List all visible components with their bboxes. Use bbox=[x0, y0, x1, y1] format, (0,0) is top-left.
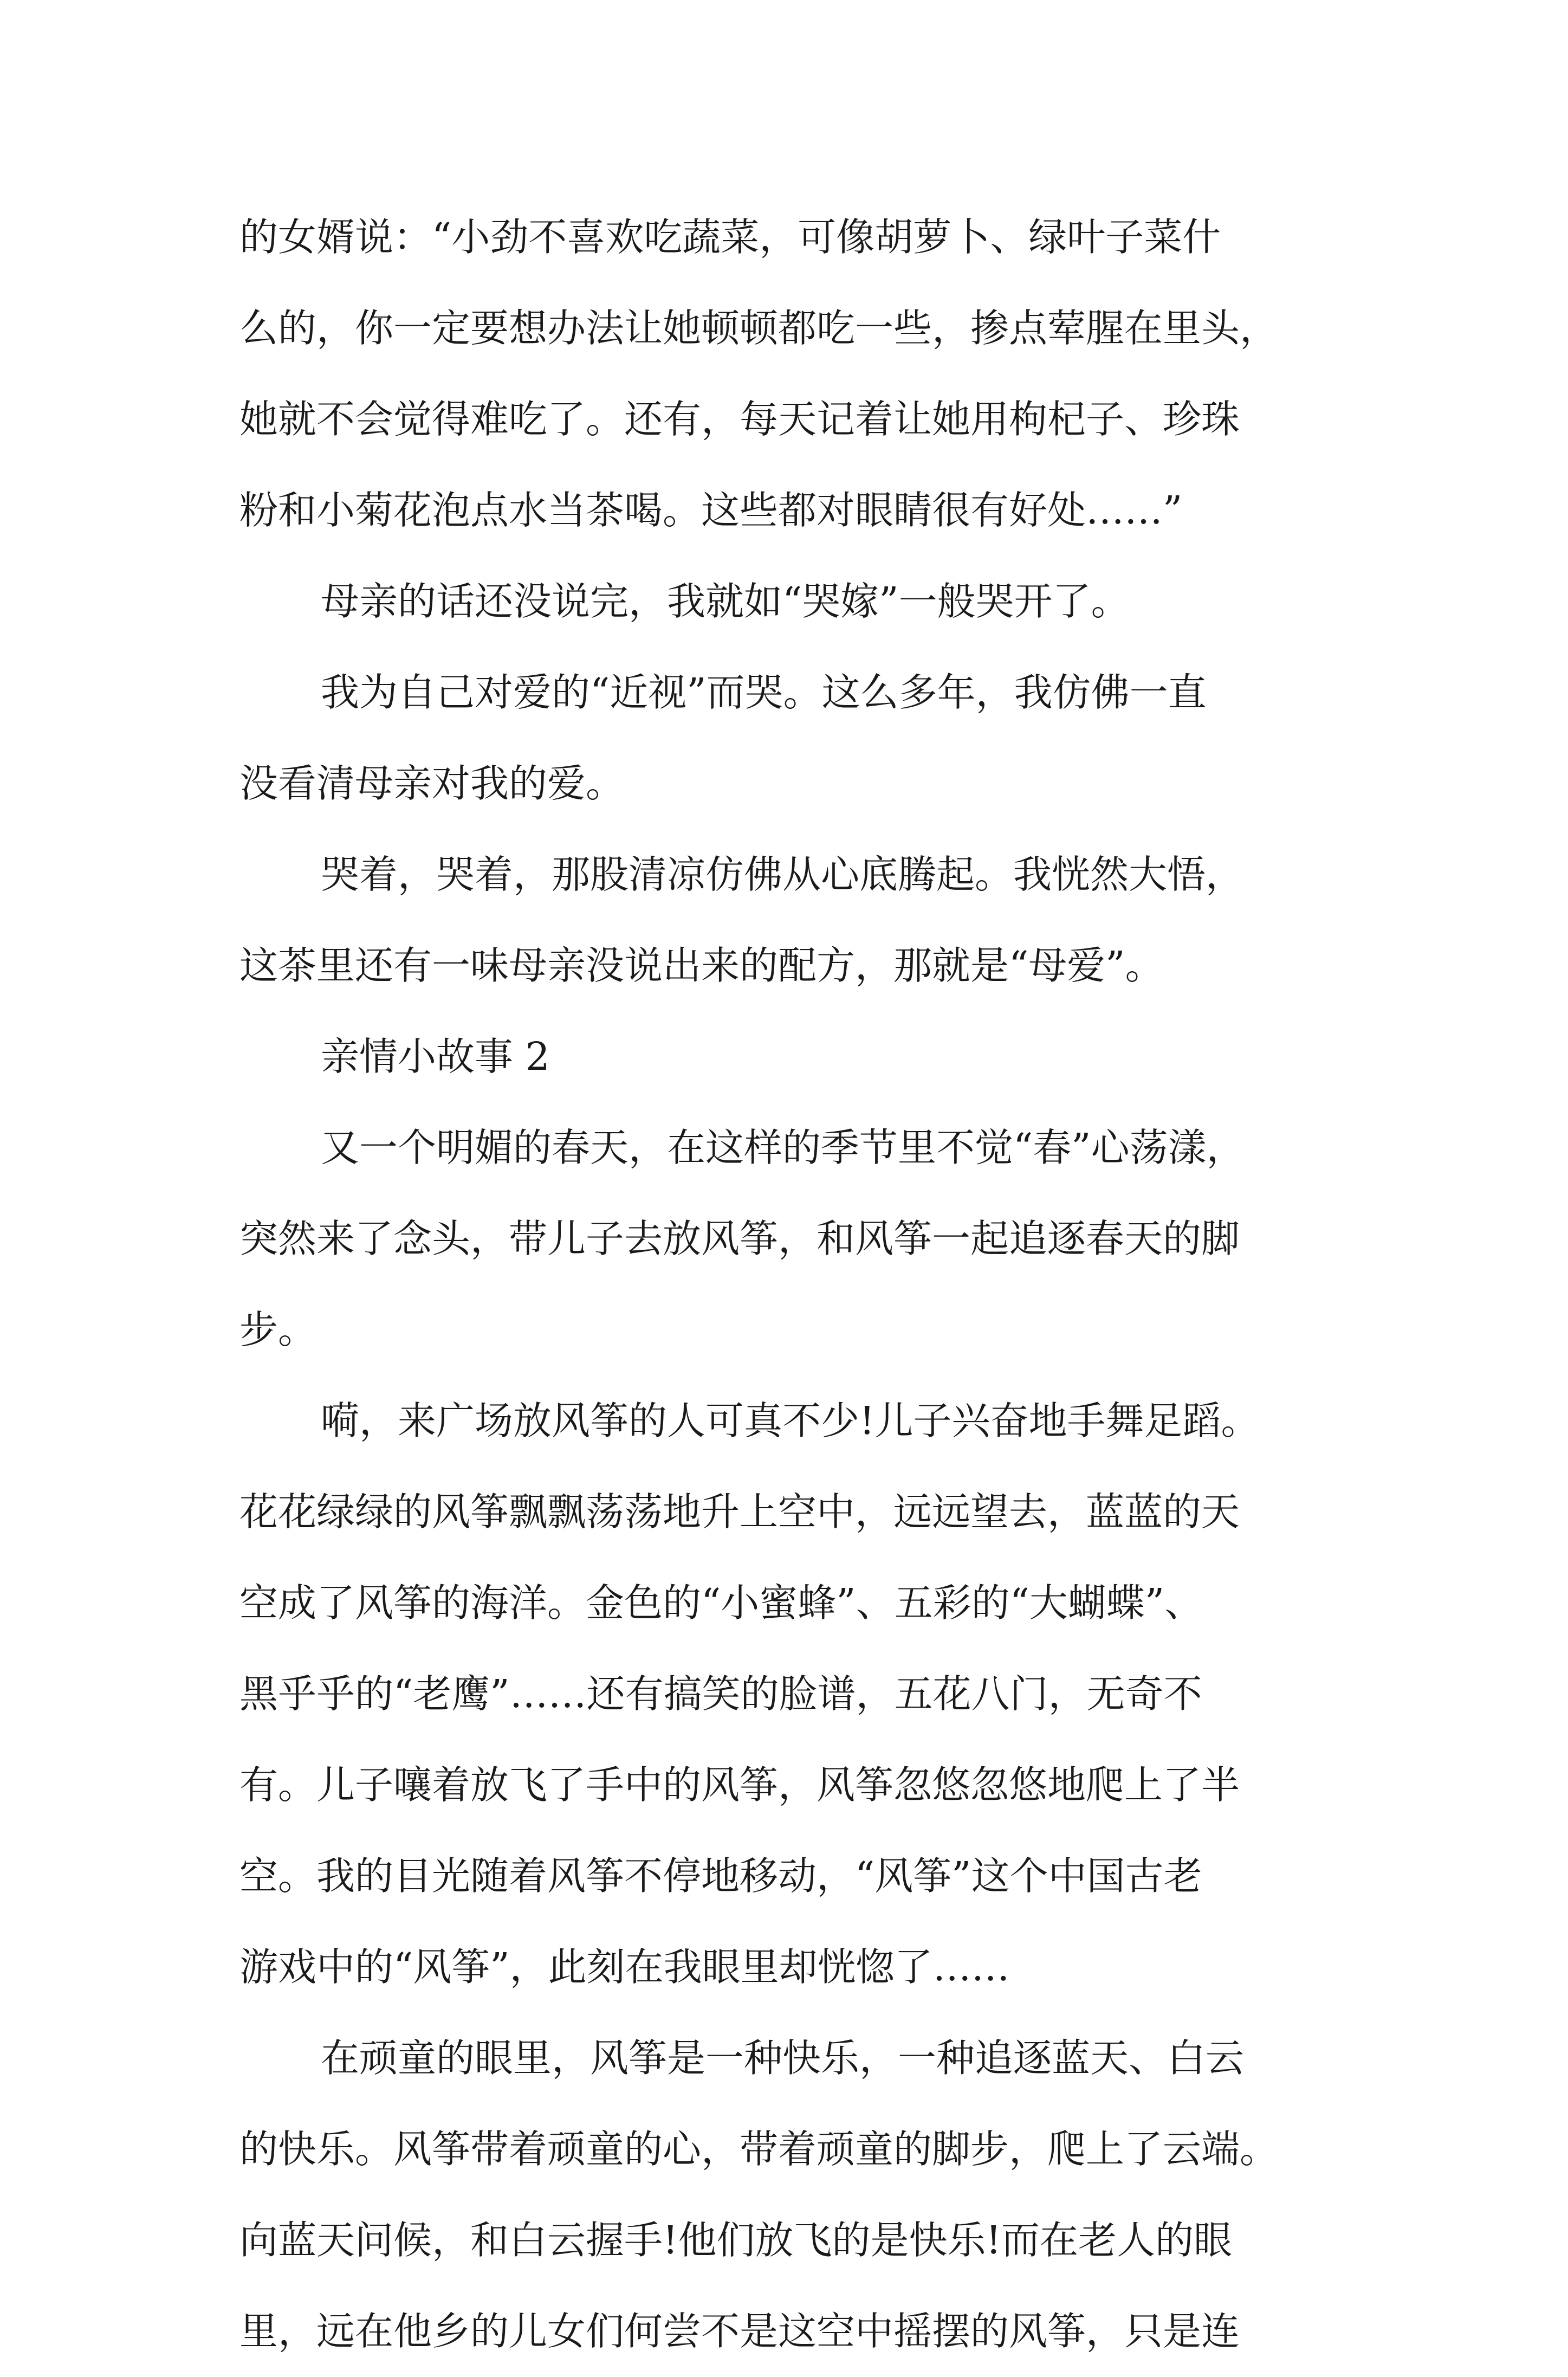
text-line: 里，远在他乡的儿女们何尝不是这空中摇摆的风筝，只是连 bbox=[239, 2309, 1240, 2354]
text-line: 她就不会觉得难吃了。还有，每天记着让她用枸杞子、珍珠 bbox=[239, 397, 1240, 442]
text-line: 这茶里还有一味母亲没说出来的配方，那就是“母爱”。 bbox=[239, 943, 1164, 988]
text-line: 哭着，哭着，那股清凉仿佛从心底腾起。我恍然大悟， bbox=[321, 852, 1245, 897]
text-line: 的快乐。风筝带着顽童的心，带着顽童的脚步，爬上了云端。 bbox=[239, 2127, 1279, 2172]
text-line: 粉和小菊花泡点水当茶喝。这些都对眼睛很有好处……” bbox=[239, 488, 1183, 533]
text-line: 向蓝天问候，和白云握手!他们放飞的是快乐!而在老人的眼 bbox=[239, 2218, 1233, 2263]
text-line: 嗬，来广场放风筝的人可真不少!儿子兴奋地手舞足蹈。 bbox=[321, 1398, 1260, 1443]
text-line: 有。儿子嚷着放飞了手中的风筝，风筝忽悠忽悠地爬上了半 bbox=[239, 1762, 1240, 1807]
text-line: 么的，你一定要想办法让她顿顿都吃一些，掺点荤腥在里头， bbox=[239, 306, 1279, 351]
text-line: 母亲的话还没说完，我就如“哭嫁”一般哭开了。 bbox=[321, 579, 1130, 624]
text-line: 没看清母亲对我的爱。 bbox=[239, 761, 625, 806]
document-body bbox=[239, 192, 1339, 2377]
text-line: 空成了风筝的海洋。金色的“小蜜蜂”、五彩的“大蝴蝶”、 bbox=[239, 1580, 1203, 1625]
text-line: 亲情小故事 2 bbox=[321, 1034, 550, 1079]
text-line: 步。 bbox=[239, 1307, 317, 1352]
text-line: 又一个明媚的春天，在这样的季节里不觉“春”心荡漾， bbox=[321, 1125, 1245, 1170]
text-line: 空。我的目光随着风筝不停地移动，“风筝”这个中国古老 bbox=[239, 1853, 1202, 1898]
text-line: 我为自己对爱的“近视”而哭。这么多年，我仿佛一直 bbox=[321, 670, 1207, 715]
text-line: 在顽童的眼里，风筝是一种快乐，一种追逐蓝天、白云 bbox=[321, 2036, 1245, 2081]
text-line: 游戏中的“风筝”，此刻在我眼里却恍惚了…… bbox=[239, 1945, 1010, 1990]
text-line: 的女婿说：“小劲不喜欢吃蔬菜，可像胡萝卜、绿叶子菜什 bbox=[239, 215, 1221, 260]
text-line: 黑乎乎的“老鹰”……还有搞笑的脸谱，五花八门，无奇不 bbox=[239, 1671, 1202, 1716]
text-line: 突然来了念头，带儿子去放风筝，和风筝一起追逐春天的脚 bbox=[239, 1216, 1240, 1261]
text-line: 花花绿绿的风筝飘飘荡荡地升上空中，远远望去，蓝蓝的天 bbox=[239, 1489, 1240, 1534]
